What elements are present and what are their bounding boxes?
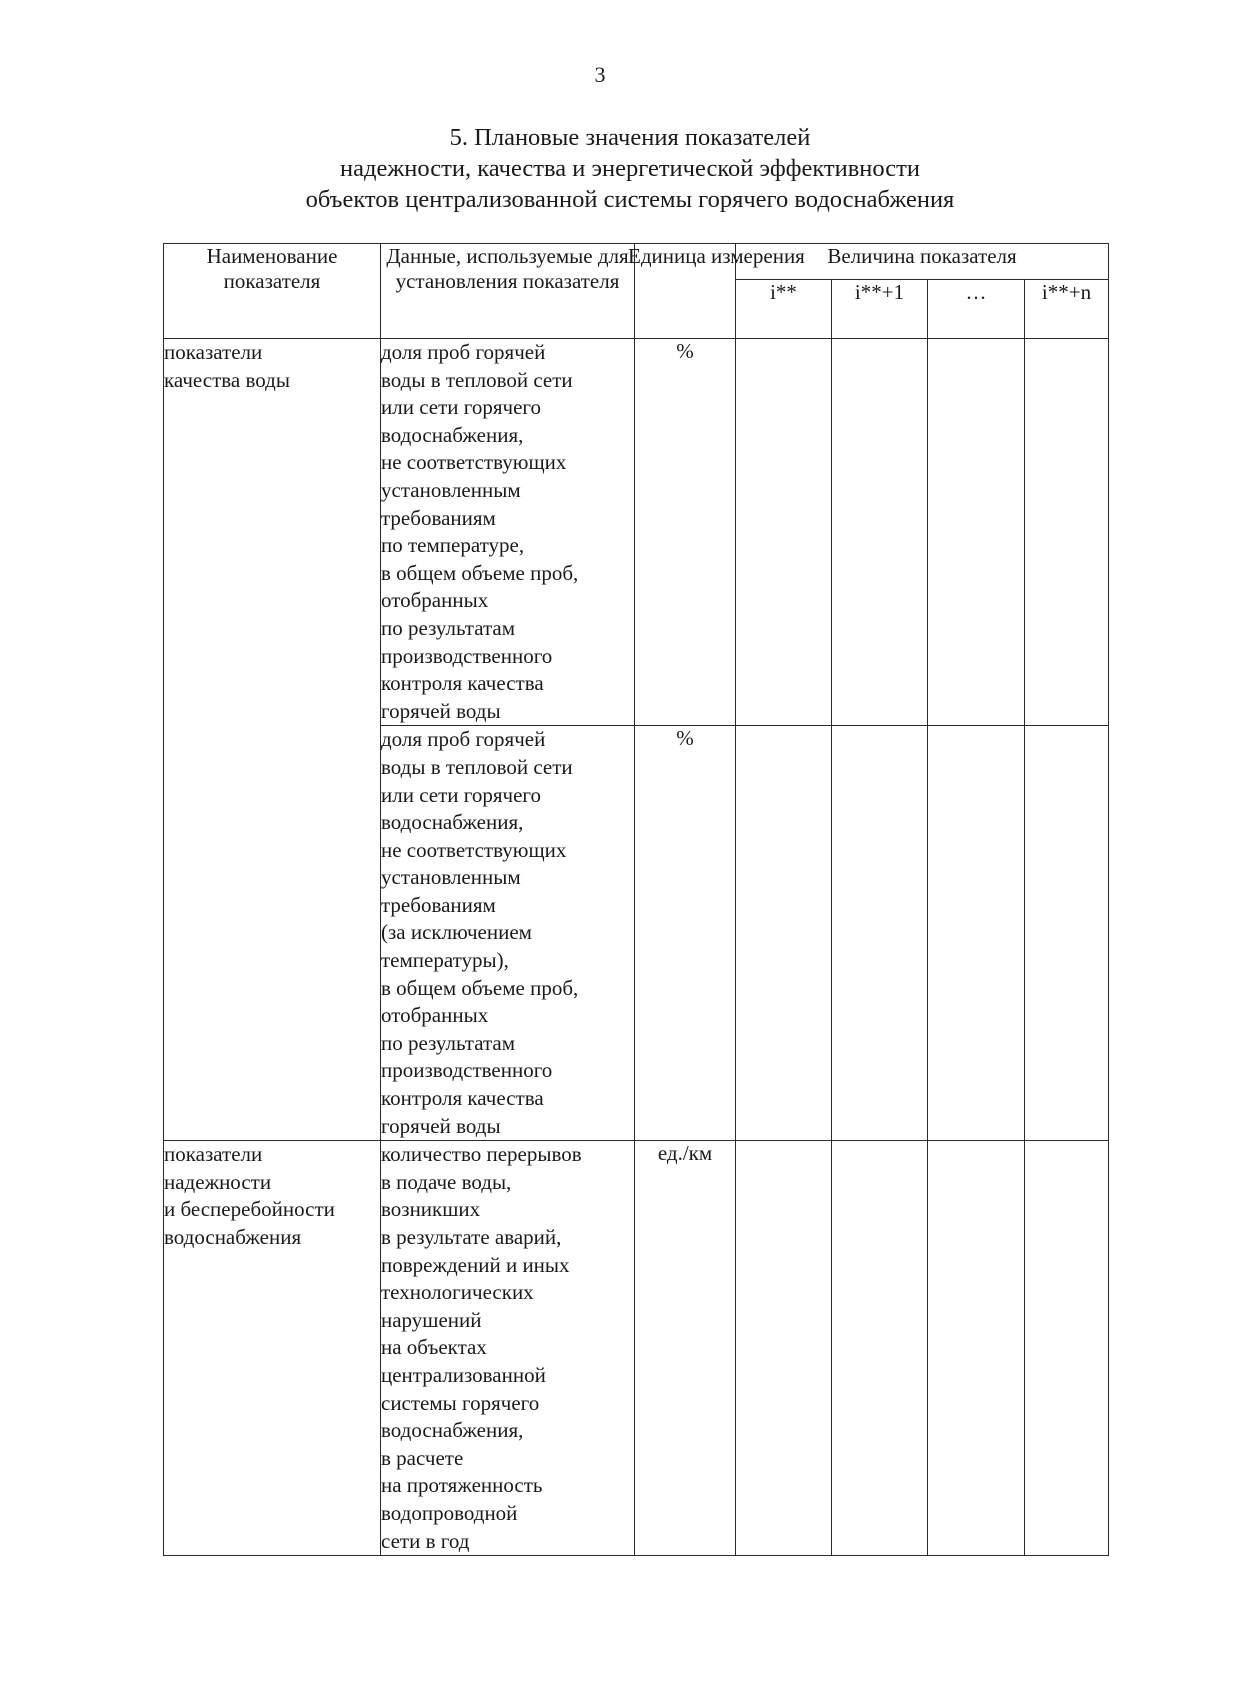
indicator-data-line: в общем объеме проб, [381,975,579,1000]
header-period: i**+1 [832,280,928,339]
title-line: надежности, качества и энергетической эффективности [340,155,920,182]
indicator-data-line: или сети горячего [381,395,541,420]
indicator-data-line: возникших [381,1197,481,1222]
indicator-name-line: надежности [164,1169,272,1194]
indicator-name-line: качества воды [164,367,290,392]
indicator-value-cell [736,1141,832,1556]
indicator-name [164,339,381,1141]
indicator-data [381,1141,635,1556]
indicator-data-line: горячей воды [381,698,501,723]
indicator-data-line: технологических [381,1280,534,1305]
indicator-data-line: воды в тепловой сети [381,754,573,779]
page-title [0,122,1260,215]
title-line: 5. Плановые значения показателей [449,124,811,151]
indicator-data-line: требованиям [381,892,496,917]
page-number: 3 [594,62,606,87]
indicator-data-line: водоснабжения, [381,422,524,447]
indicator-data-line: доля проб горячей [381,727,546,752]
indicator-value-cell [832,726,928,1141]
indicator-name-line: и бесперебойности [164,1197,335,1222]
indicator-data-line: в подаче воды, [381,1169,512,1194]
indicator-data-line: на объектах [381,1335,487,1360]
indicators-table [163,243,1109,1556]
indicator-data-line: по температуре, [381,533,525,558]
indicator-name [164,1141,381,1556]
indicator-data-line: или сети горячего [381,782,541,807]
indicator-value-cell [1025,1141,1109,1556]
header-period: … [928,280,1025,339]
indicator-value-cell [928,1141,1025,1556]
indicator-data-line: (за исключением [381,920,532,945]
indicator-data-line: централизованной [381,1362,546,1387]
indicator-data-line: температуры), [381,948,509,973]
indicator-data-line: установленным [381,865,521,890]
indicator-data-line: сети в год [381,1528,470,1553]
indicator-data-line: не соответствующих [381,450,567,475]
indicator-name-line: водоснабжения [164,1224,302,1249]
title-line: объектов централизованной системы горячего водоснабжения [305,186,955,213]
indicator-data-line: требованиям [381,505,496,530]
indicator-value-cell [928,726,1025,1141]
indicator-data-line: в общем объеме проб, [381,560,579,585]
indicator-data-line: водопроводной [381,1500,518,1525]
indicator-value-cell [736,339,832,726]
header-data: Данные, используемые для установления показателя [381,244,635,339]
indicator-data-line: системы горячего [381,1390,540,1415]
indicator-data-line: отобранных [381,588,489,613]
indicator-data-line: не соответствующих [381,837,567,862]
indicator-data-line: контроля качества [381,1086,544,1111]
indicator-data-line: в расчете [381,1445,464,1470]
header-name: Наименование показателя [164,244,381,339]
indicator-value-cell [1025,339,1109,726]
indicator-data-line: в результате аварий, [381,1225,562,1249]
indicator-data-line: на протяженность [381,1473,543,1498]
indicator-data-line: нарушений [381,1307,482,1332]
indicator-data [381,726,635,1141]
indicator-data-line: по результатам [381,615,516,640]
indicator-data-line: водоснабжения, [381,1418,524,1443]
indicator-data-line: производственного [381,1058,553,1083]
indicator-data-line: горячей воды [381,1113,501,1138]
indicator-data-line: количество перерывов [381,1142,582,1167]
indicator-value-cell [736,726,832,1141]
indicator-name-line: показатели [164,340,263,364]
indicator-unit: % [635,726,736,1141]
header-unit-text: Единица измерения [628,244,805,268]
header-period: i**+n [1025,280,1109,339]
indicator-unit: ед./км [635,1141,736,1556]
header-unit [628,244,805,339]
indicator-data-line: контроля качества [381,671,544,696]
indicator-data-line: водоснабжения, [381,810,524,835]
table-row [164,1141,1109,1556]
table-body [164,339,1109,1556]
indicator-name-line: показатели [164,1142,263,1167]
indicator-value-cell [928,339,1025,726]
indicator-value-cell [832,339,928,726]
indicator-data-line: отобранных [381,1003,489,1028]
indicator-data-line: производственного [381,643,553,668]
header-value-group: Величина показателя [736,244,1109,280]
indicator-data [381,339,635,726]
indicator-data-line: доля проб горячей [381,340,546,364]
indicator-data-line: повреждений и иных [381,1252,570,1277]
table-row [164,339,1109,726]
indicator-data-line: по результатам [381,1030,516,1055]
indicator-data-line: воды в тепловой сети [381,367,573,392]
indicator-data-line: установленным [381,477,521,502]
indicator-unit: % [635,339,736,726]
indicator-value-cell [832,1141,928,1556]
header-period: i** [736,280,832,339]
indicator-value-cell [1025,726,1109,1141]
